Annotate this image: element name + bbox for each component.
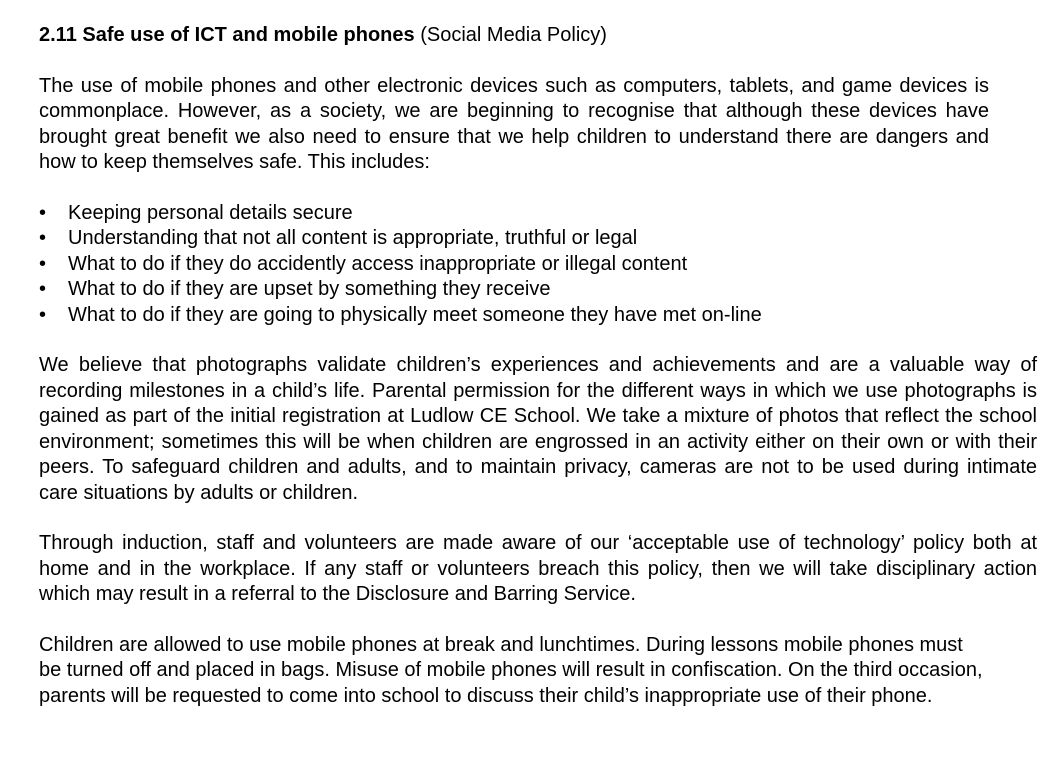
list-item [39, 201, 1037, 227]
list-item [39, 252, 1037, 278]
list-item-text: Keeping personal details secure [68, 201, 353, 224]
bullet-icon: • [39, 278, 47, 300]
photographs-paragraph: We believe that photographs validate children’s experiences and achievements and are a valuable way of recording milestones in a child’s life. Parental permission for the different ways in which we use photographs is gained as part of the initial registration at Ludlow CE School. We take a mixture of photos that reflect the school environment; sometimes this will be when children are engrossed in an activity either on their own or with their peers. To safeguard children and adults, and to maintain privacy, cameras are not to be used during intimate care situations by adults or children. [39, 354, 1037, 504]
bullet-icon: • [39, 303, 47, 326]
mobile-phones-paragraph: Children are allowed to use mobile phones at break and lunchtimes. During lessons mobile phones must be turned off and placed in bags. Misuse of mobile phones will result in confiscation. On the third occasion, parents will be requested to come into school to discuss their child’s inappropriate use of their phone. [39, 633, 983, 707]
intro-paragraph: The use of mobile phones and other electronic devices such as computers, tablets, and game devices is commonplace. However, as a society, we are beginning to recognise that although these devices have brought great benefit we also need to ensure that we help children to understand there are dangers and how to keep themselves safe. This includes: [39, 74, 989, 173]
bullet-icon: • [39, 201, 47, 224]
list-item-text: What to do if they are upset by something they receive [68, 278, 551, 300]
list-item [39, 226, 1037, 252]
list-item-text: What to do if they are going to physically meet someone they have met on-line [68, 303, 762, 326]
safety-bullet-list [39, 201, 1037, 329]
list-item [39, 303, 1037, 329]
bullet-icon: • [39, 252, 47, 275]
list-item-text: Understanding that not all content is appropriate, truthful or legal [68, 227, 638, 249]
list-item-text: What to do if they do accidently access inappropriate or illegal content [68, 252, 688, 275]
induction-paragraph: Through induction, staff and volunteers are made aware of our ‘acceptable use of technology’ policy both at home and in the workplace. If any staff or volunteers breach this policy, then we will take disciplinary action which may result in a referral to the Disclosure and Barring Service. [39, 532, 1037, 605]
section-title: 2.11 Safe use of ICT and mobile phones [39, 24, 415, 46]
bullet-icon: • [39, 227, 47, 249]
section-heading [39, 23, 1037, 49]
section-subtitle: (Social Media Policy) [414, 24, 607, 46]
list-item [39, 277, 1037, 303]
